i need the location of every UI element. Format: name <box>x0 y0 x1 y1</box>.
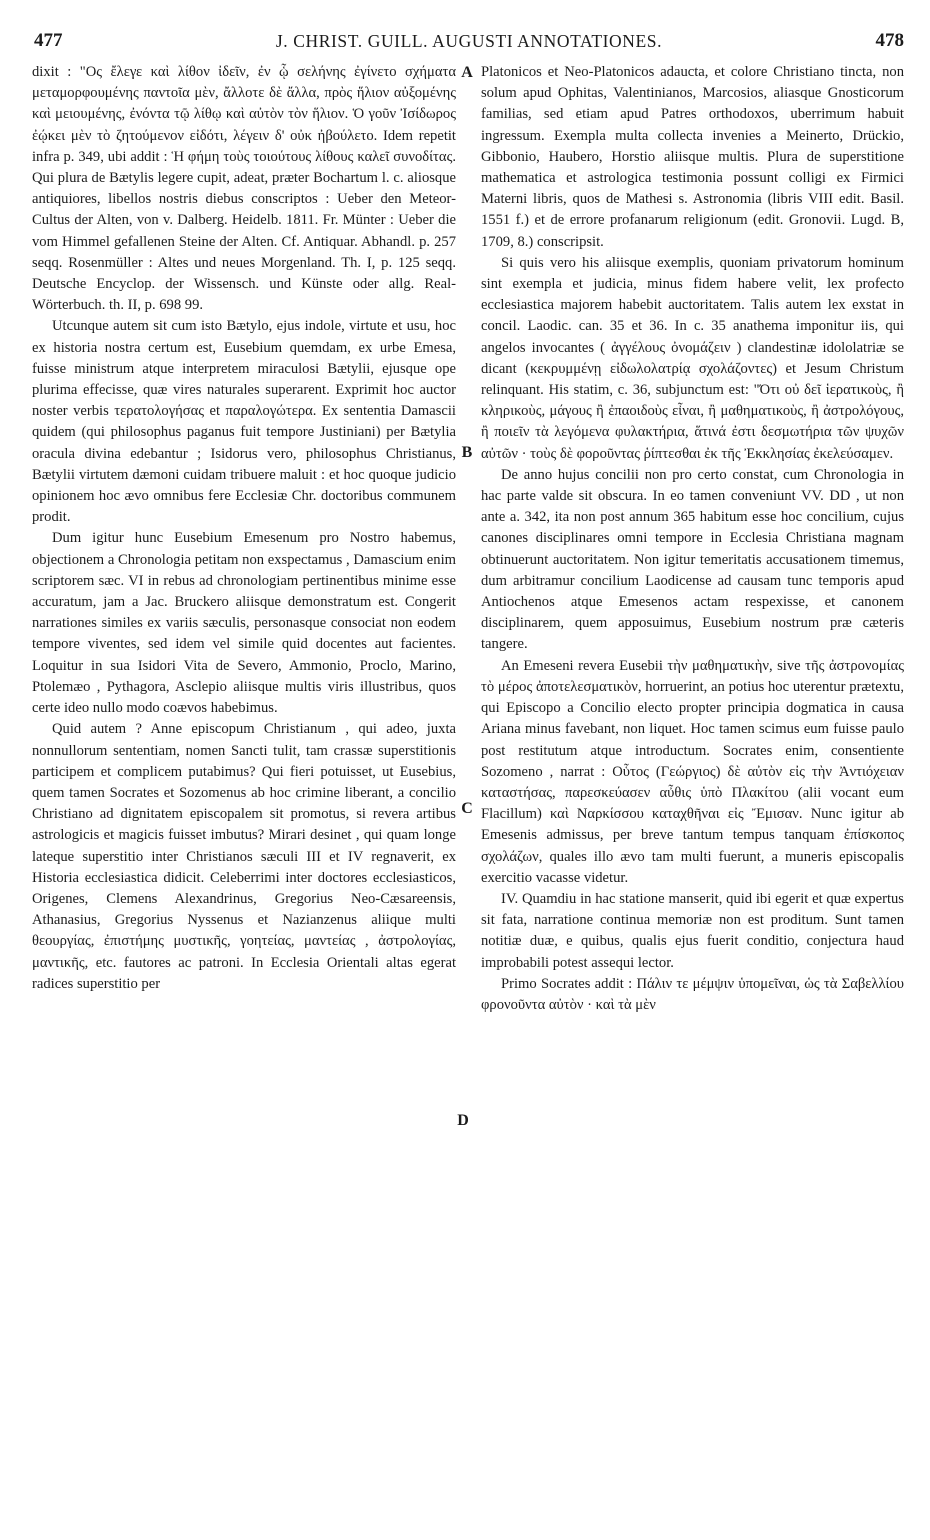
paragraph: Dum igitur hunc Eusebium Emesenum pro Nostro habemus, objectionem a Chronologia petitam non exspectamus , Damascium enim scriptorem sæc. VI in rebus ad chronologiam pertinentibus minime esse accuratum, jam a Jac. Bruckero aliisque demonstratum est. Congerit narrationes similes ex variis sæculis, personasque consociat non eodem tempore viventes, sed idem vel simile quid docentes aut facientes. Loquitur in sua Isidori Vita de Severo, Ammonio, Proclo, Marino, Ptolemæo , Pythagora, Asclepio aliisque multis viris illustribus, quos certe ideo nullo modo coævos habebimus. <box>32 530 456 717</box>
paragraph: Platonicos et Neo-Platonicos adaucta, et colore Christiano tincta, non solum apud Ophitas, Valentinianos, Marcosios, aliasque Gnosticorum familias, sed etiam apud Patres orthodoxos, uberrimum habuit ingressum. Exempla multa collecta invenies a Meinerto, Drückio, Gibbonio, Haubero, Horstio aliisque multis. Plura de superstitione mathematica et astrologica testimonia possunt colligi ex Firmici Materni libris, quos de Mathesi s. Astronomia (libris VIII edit. Basil. 1551 f.) et de errore profanarum religionum (edit. Gronovii. Lugd. B, 1709, 8.) conscripsit. <box>481 64 904 250</box>
page-number-right: 478 <box>875 30 904 51</box>
paragraph: Quid autem ? Anne episcopum Christianum , qui adeo, juxta nonnullorum sententiam, nomen Sancti tulit, tam crassæ superstitionis participem et complicem putabimus? Qui fieri potuisset, ut Eusebius, quem tamen Socrates et Sozomenus ab hoc crimine liberant, a concilio Christiano ad dignitatem episcopalem sit promotus, si revera artibus astrologicis et magicis fuisset imbutus? Mirari desinet , qui quam longe lateque superstitio inter Christianos sæculi III et IV regnaverit, ex Historia ecclesiastica didicit. Celeberrimi inter doctores ecclesiasticos, Origenes, Clemens Alexandrinus, Gregorius Neo-Cæsareensis, Athanasius, Gregorius Nyssenus et Nazianzenus aliique multi θεουργίας, ἐπιστήμης μυστικῆς, γοητείας, μαντείας , ἀστρολογίας, μαντικῆς, etc. fautores ac patroni. In Ecclesia Orientali altas egerat radices superstitio per <box>32 721 456 992</box>
paragraph: dixit : "Ος ἔλεγε καὶ λίθον ἰδεῖν, ἐν ᾧ σελήνης ἐγίνετο σχήματα μεταμορφουμένης παντοῖα μὲν, ἄλλοτε δὲ ἄλλα, πρὸς ἥλιον αὐξομένης καὶ μειουμένης, ἐνόντα τῷ λίθῳ καὶ αὐτὸν τὸν ἥλιον. Ὁ γοῦν Ἰσίδωρος ἐῴκει μὲν τὸ ζητούμενον εἰδότι, λέγειν δ' οὐκ ἠβούλετο. Idem repetit infra p. 349, ubi addit : Ἡ φήμη τοὺς τοιούτους λίθους καλεῖ συνοδίτας. Qui plura de Bætylis legere cupit, adeat, præter Bochartum l. c. aliosque antiquiores, libellos nostris diebus conscriptos : Ueber den Meteor-Cultus der Alten, von v. Dalberg. Heidelb. 1811. Fr. Münter : Ueber die vom Himmel gefallenen Steine der Alten. Cf. Antiquar. Abhandl. p. 257 seqq. Rosenmüller : Altes und neues Morgenland. Th. I, p. 125 seqq. Deutsche Encyclop. der Wissensch. und Künste oder allg. Real-Wörterbuch. th. II, p. 698 99. <box>32 64 456 314</box>
margin-marker-b: B <box>461 444 473 461</box>
paragraph: Utcunque autem sit cum isto Bætylo, ejus indole, virtute et usu, hoc ex historia nostra certum est, Eusebium quemdam, ex urbe Emesa, fuisse ministrum atque interpretem miraculosi Bætylii, ejusque ope plurima effecisse, quæ vires naturales superarent. Exprimit hoc auctor noster verbis τερατολογήσας et παραλογώτερα. Ex sententia Damascii quidem (qui philosophus paganus fuit tempore Justiniani) per Bætylia oracula divina edebantur ; Isidorus vero, philosophus Christianus, Bætylii virtutem dæmoni cuidam tribuere maluit : et hoc quoque judicio opinionem hoc ævo omnibus fere Ecclesiæ Chr. doctoribus communem prodit. <box>32 318 456 526</box>
paragraph: IV. Quamdiu in hac statione manserit, quid ibi egerit et quæ expertus sit fata, narratione continua memoriæ non est proditum. Sunt tamen notitiæ duæ, e quibus, qualis ejus fuerit conditio, conjectura haud improbabili potest assequi lector. <box>481 890 904 971</box>
paragraph: An Emeseni revera Eusebii τὴν μαθηματικὴν, sive τῆς ἀστρονομίας τὸ μέρος ἀποτελεσματικὸν, horruerint, an potius hoc uterentur prætextu, qui Episcopo a Concilio electo propter principia dogmatica in causa Ariana minus favebant, non liquet. Hoc tamen scimus eum fuisse paulo post restitutum atque introductum. Socrates enim, consentiente Sozomeno , narrat : Οὗτος (Γεώργιος) δὲ αὐτὸν εἰς τὴν Ἀντιόχειαν καταστήσας, παρεσκεύασεν αὖθις ὑπὸ Πλακίτου (alii vocant eum Flacillum) καὶ Ναρκίσσου καταχθῆναι εἰς Ἔμισαν. Nunc igitur ab Emesenis admissus, per breve tantum tempus tanquam ἐπίσκοπος σχολάζων, quales illo ævo tam multi fuerunt, a muneris episcopalis exercitio vacasse videtur. <box>481 657 904 886</box>
paragraph: Si quis vero his aliisque exemplis, quoniam privatorum hominum sint exempla et judicia, minus fidem habere velit, lex profecto ecclesiastica majorem habebit auctoritatem. Talis autem lex exstat in concil. Laodic. can. 35 et 36. In c. 35 anathema imponitur iis, qui angelos invocantes ( ἀγγέλους ὀνομάζειν ) clandestinæ idololatriæ se dicant (κεκρυμμένῃ εἰδωλολατρίᾳ σχολάζοντες) et Jesum Christum relinquant. His statim, c. 36, subjunctum est: "Ότι οὐ δεῖ ἱερατικοὺς, ἢ κληρικοὺς, μάγους ἢ ἐπαοιδοὺς εἶναι, ἢ μαθηματικοὺς, ἢ ἀστρολόγους, ἢ ποιεῖν τὰ λεγόμενα φυλακτήρια, ἅτινά ἐστι δεσμωτήρια τῶν ψυχῶν αὐτῶν · τοὺς δὲ φοροῦντας ῥίπτεσθαι ἐκ τῆς Ἐκκλησίας ἐκελεύσαμεν. <box>481 254 904 462</box>
margin-marker-a: A <box>461 64 473 81</box>
right-column <box>481 62 904 1016</box>
left-column <box>32 62 456 995</box>
paragraph: De anno hujus concilii non pro certo constat, cum Chronologia in hac parte valde sit obscura. In eo tamen conveniunt VV. DD , ut non ante a. 342, ita non post annum 365 habitum esse hoc concilium, cujus canones disciplinares omni tempore in Ecclesia Christiana magnam obtinuerunt auctoritatem. Non igitur temeritatis accusationem timemus, dum arbitramur concilium Laodicense ad causam tunc temporis apud Antiochenos atque Emesenos actam respexisse, et canonem disciplinarem, quem apposuimus, Eusebium nostrum præ cæteris tangere. <box>481 466 904 653</box>
paragraph: Primo Socrates addit : Πάλιν τε μέμψιν ὑπομεῖναι, ὡς τὰ Σαβελλίου φρονοῦντα αὐτὸν · καὶ τὰ μὲν <box>481 975 904 1013</box>
margin-marker-c: C <box>461 800 473 817</box>
running-title: J. CHRIST. GUILL. AUGUSTI ANNOTATIONES. <box>275 31 663 51</box>
margin-marker-d: D <box>457 1112 469 1129</box>
running-header <box>34 30 904 60</box>
page-number-left: 477 <box>34 30 63 51</box>
